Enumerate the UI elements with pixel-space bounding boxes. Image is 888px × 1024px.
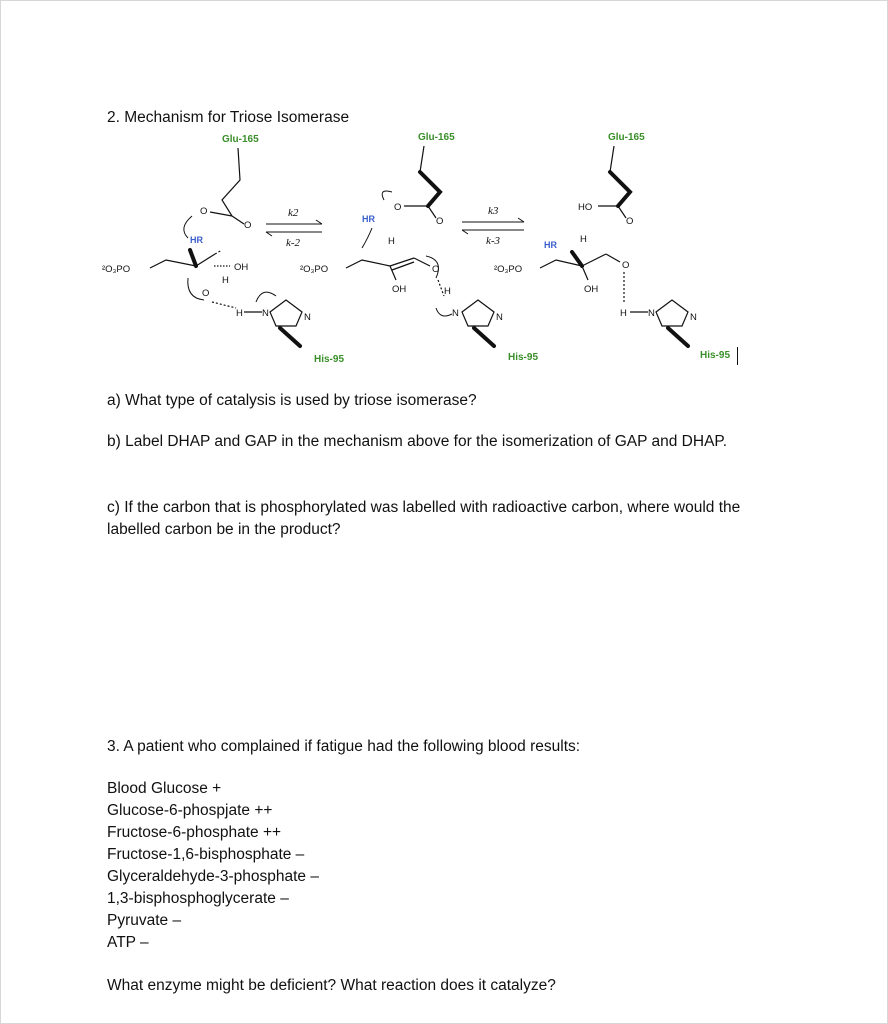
text-cursor [737,347,738,365]
svg-text:N: N [496,312,503,323]
question-2b: b) Label DHAP and GAP in the mechanism above for the isomerization of GAP and DHAP. [107,433,728,450]
question-2a: a) What type of catalysis is used by triose isomerase? [107,392,477,409]
glu165-label-1: Glu-165 [222,134,259,145]
svg-text:H: H [236,308,243,319]
svg-text:O: O [432,264,440,275]
result-item: Fructose-6-phosphate ++ [107,824,282,841]
result-item: 1,3-bisphosphoglycerate – [107,890,289,907]
svg-text:O: O [622,260,630,271]
structure-1 [102,134,344,365]
svg-text:N: N [690,312,697,323]
svg-text:OH: OH [584,284,599,295]
question-3-prompt: What enzyme might be deficient? What reaction does it catalyze? [107,977,556,994]
equilibrium-k3 [462,205,524,247]
svg-text:k-2: k-2 [286,237,301,249]
hr-label-2: HR [362,214,375,224]
svg-text:O: O [394,202,402,213]
svg-text:N: N [262,308,269,319]
result-item: Fructose-1,6-bisphosphate – [107,846,305,863]
svg-text:k-3: k-3 [486,235,501,247]
svg-text:k3: k3 [488,205,499,217]
svg-text:H: H [444,286,451,297]
svg-text:N: N [648,308,655,319]
glu165-label-2: Glu-165 [418,132,455,143]
svg-text:k2: k2 [288,207,299,219]
svg-text:O: O [202,288,210,299]
svg-text:H: H [580,234,587,245]
glu165-label-3: Glu-165 [608,132,645,143]
svg-text:OH: OH [234,262,249,273]
hr-label-1: HR [190,235,203,245]
mechanism-diagram [0,120,888,370]
svg-text:O: O [436,216,444,227]
phosphate-label-3: ²O₃PO [494,264,523,275]
svg-text:H: H [620,308,627,319]
question-2c-line1: c) If the carbon that is phosphorylated was labelled with radioactive carbon, where would the [107,499,741,516]
his95-label-3: His-95 [700,350,731,361]
equilibrium-k2 [266,207,322,249]
svg-text:H: H [222,275,229,286]
result-item: ATP – [107,934,149,951]
svg-text:N: N [304,312,311,323]
svg-text:O: O [244,220,252,231]
svg-text:HO: HO [578,202,593,213]
hr-label-3: HR [544,240,557,250]
question-2c-line2: labelled carbon be in the product? [107,521,341,538]
svg-text:H: H [388,236,395,247]
question-3-title: 3. A patient who complained if fatigue had the following blood results: [107,738,581,755]
svg-text:OH: OH [392,284,407,295]
structure-2 [300,132,538,363]
svg-text:O: O [200,206,208,217]
result-item: Pyruvate – [107,912,182,929]
result-item: Blood Glucose + [107,780,222,797]
phosphate-label-1: ²O₃PO [102,264,131,275]
svg-text:O: O [626,216,634,227]
phosphate-label-2: ²O₃PO [300,264,329,275]
result-item: Glucose-6-phospjate ++ [107,802,273,819]
his95-label-2: His-95 [508,352,539,363]
structure-3 [494,132,730,361]
result-item: Glyceraldehyde-3-phosphate – [107,868,319,885]
his95-label-1: His-95 [314,354,345,365]
svg-text:N: N [452,308,459,319]
question-2-title: 2. Mechanism for Triose Isomerase [107,109,350,126]
